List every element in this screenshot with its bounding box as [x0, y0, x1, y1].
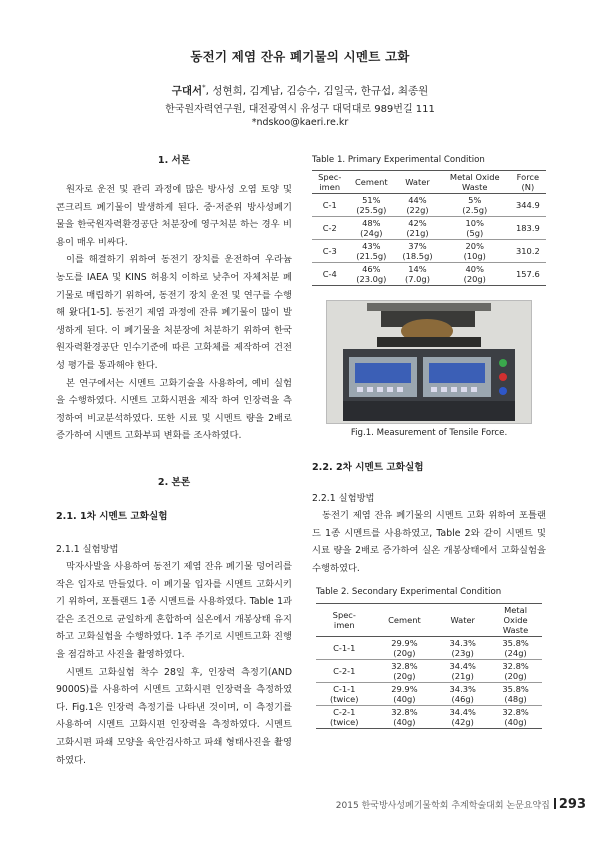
table-row [312, 194, 546, 217]
table-cell: 35.8% (48g) [489, 683, 542, 706]
table-cell: 10% (5g) [440, 217, 510, 240]
table-cell: 34.3% (46g) [436, 683, 489, 706]
method-paragraph-2: 시멘트 고화실험 착수 28일 후, 인장력 측정기(AND 9000S)를 사용하여 시멘트 고화시편 인장력을 측정하였다. Fig.1은 인장력 측정기를 나타낸 것이며, 이 측정기를 사용하여 시멘트 고화시편 인장력을 측정하였다. 시멘트 고화시편 파쇄 모양을 육안검사하고 파쇄 형태사진을 촬영하였다. [56, 666, 292, 766]
intro-paragraph-1: 원자로 운전 및 관리 과정에 많은 방사성 오염 토양 및 콘크리트 폐기물이 발생하게 된다. 중·저준위 방사성폐기물을 한국원자력환경공단 처분장에 영구처분 하는 경우 비용이 매우 비싸다. [56, 184, 292, 248]
page-number: 293 [558, 797, 586, 812]
table-cell: 344.9 [510, 194, 546, 217]
corresponding-mark: * [202, 83, 206, 92]
table-cell: 32.8% (20g) [373, 660, 437, 683]
method-body [56, 558, 292, 769]
table-cell: 44% (22g) [395, 194, 440, 217]
page-footer [336, 797, 586, 812]
table-cell: C-2-1 [316, 660, 373, 683]
intro-body [56, 181, 292, 445]
table-cell: 35.8% (24g) [489, 637, 542, 660]
table-header-cell: Water [395, 171, 440, 194]
table-header-cell: Force (N) [510, 171, 546, 194]
figure-1-photo [326, 300, 532, 424]
intro-paragraph-2: 이를 해결하기 위하여 동전기 장치를 운전하여 우라늄 농도를 IAEA 및 KINS 허용치 이하로 낮추어 자체처분 폐기물로 매립하기 위하여, 동전기 장치 운전 및 연구를 수행해 왔다[1-5]. 동전기 제염 과정에 잔류 폐기물이 많이 발생하게 된다. 이 폐기물을 처분장에 처분하기 위하여 한국원자력환경공단 인수기준에 따른 고화체를 제작하여 건전성 평가를 통과해야 한다. [56, 254, 292, 371]
table-cell: 48% (24g) [347, 217, 395, 240]
section-2-2-heading: 2.2. 2차 시멘트 고화실험 [312, 462, 424, 473]
table-header-row [316, 604, 542, 637]
table-cell: 29.9% (20g) [373, 637, 437, 660]
section-1-heading: 1. 서론 [157, 155, 191, 166]
author-list [0, 83, 600, 98]
section-2-1-heading: 2.1. 1차 시멘트 고화실험 [56, 511, 168, 522]
section-2-heading: 2. 본론 [157, 477, 191, 488]
figure-1-caption: Fig.1. Measurement of Tensile Force. [350, 428, 508, 438]
method-paragraph-1: 막자사발을 사용하여 동전기 제염 잔유 폐기물 덩어리를 작은 입자로 만들었다. 이 폐기물 입자를 시멘트 고화시키기 위하여, 포틀랜드 1종 시멘트를 사용하였다. Table 1과 같은 조건으로 균일하게 혼합하여 실온에서 개봉상태 유지하고 고화실험을 수행하였다. 1주 주기로 시멘트고화 진행을 점검하고 사진을 촬영하였다. [56, 561, 292, 660]
table-header-cell: Cement [347, 171, 395, 194]
table-2-caption: Table 2. Secondary Experimental Condition [316, 587, 502, 597]
table-row [316, 637, 542, 660]
author-email: *ndskoo@kaeri.re.kr [251, 117, 349, 128]
table-cell: 43% (21.5g) [347, 240, 395, 263]
table-cell: C-4 [312, 263, 347, 286]
method-2-body [312, 507, 546, 577]
table-cell: C-2-1 (twice) [316, 706, 373, 729]
lead-author: 구대서 [171, 85, 203, 97]
table-cell: 20% (10g) [440, 240, 510, 263]
table-cell: 183.9 [510, 217, 546, 240]
table-1 [312, 170, 546, 286]
table-cell: 32.8% (40g) [373, 706, 437, 729]
table-header-row [312, 171, 546, 194]
table-cell: C-1 [312, 194, 347, 217]
table-cell: 51% (25.5g) [347, 194, 395, 217]
table-cell: 42% (21g) [395, 217, 440, 240]
table-2 [316, 603, 542, 729]
table-cell: 32.8% (20g) [489, 660, 542, 683]
table-row [316, 683, 542, 706]
table-header-cell: Metal Oxide Waste [489, 604, 542, 637]
table-1-caption: Table 1. Primary Experimental Condition [312, 155, 485, 165]
intro-paragraph-3: 본 연구에서는 시멘트 고화기술을 사용하여, 예비 실험을 수행하였다. 시멘트 고화시편을 제작 하여 인장력을 측정하여 비교분석하였다. 또한 시료 및 시멘트 량을 2배로 증가하여 시멘트 고화부피 변화를 조사하였다. [56, 377, 292, 442]
table-cell: 34.4% (42g) [436, 706, 489, 729]
table-header-cell: Metal Oxide Waste [440, 171, 510, 194]
table-row [316, 660, 542, 683]
table-cell: 34.4% (21g) [436, 660, 489, 683]
table-cell: 14% (7.0g) [395, 263, 440, 286]
footer-divider [554, 798, 556, 809]
table-row [312, 217, 546, 240]
tensile-tester-illustration [327, 301, 531, 423]
table-header-cell: Spec- imen [312, 171, 347, 194]
table-cell: C-1-1 (twice) [316, 683, 373, 706]
table-cell: 37% (18.5g) [395, 240, 440, 263]
method-2-paragraph-1: 동전기 제염 잔유 폐기물의 시멘트 고화 위하여 포틀랜드 1종 시멘트를 사용하였고, Table 2와 같이 시멘트 및 시료 량을 2배로 증가하여 실온 개봉상태에서 고화실험을 수행하였다. [312, 510, 546, 574]
section-2-2-1-heading: 2.2.1 실험방법 [312, 493, 375, 504]
table-cell: 5% (2.5g) [440, 194, 510, 217]
table-cell: C-2 [312, 217, 347, 240]
table-cell: C-1-1 [316, 637, 373, 660]
table-header-cell: Water [436, 604, 489, 637]
table-cell: 29.9% (40g) [373, 683, 437, 706]
table-cell: 157.6 [510, 263, 546, 286]
table-row [316, 706, 542, 729]
paper-title: 동전기 제염 잔유 폐기물의 시멘트 고화 [190, 49, 410, 64]
table-row [312, 263, 546, 286]
table-cell: 310.2 [510, 240, 546, 263]
table-cell: 46% (23.0g) [347, 263, 395, 286]
table-cell: 34.3% (23g) [436, 637, 489, 660]
table-header-cell: Spec- imen [316, 604, 373, 637]
table-header-cell: Cement [373, 604, 437, 637]
coauthors: , 성현희, 김계남, 김승수, 김일국, 한규섭, 최종원 [205, 85, 429, 97]
table-cell: 32.8% (40g) [489, 706, 542, 729]
table-cell: C-3 [312, 240, 347, 263]
table-row [312, 240, 546, 263]
conference-name: 2015 한국방사성폐기물학회 추계학술대회 논문요약집 [335, 801, 550, 811]
section-2-1-1-heading: 2.1.1 실험방법 [56, 544, 119, 555]
affiliation: 한국원자력연구원, 대전광역시 유성구 대덕대로 989번길 111 [165, 104, 435, 115]
table-cell: 40% (20g) [440, 263, 510, 286]
